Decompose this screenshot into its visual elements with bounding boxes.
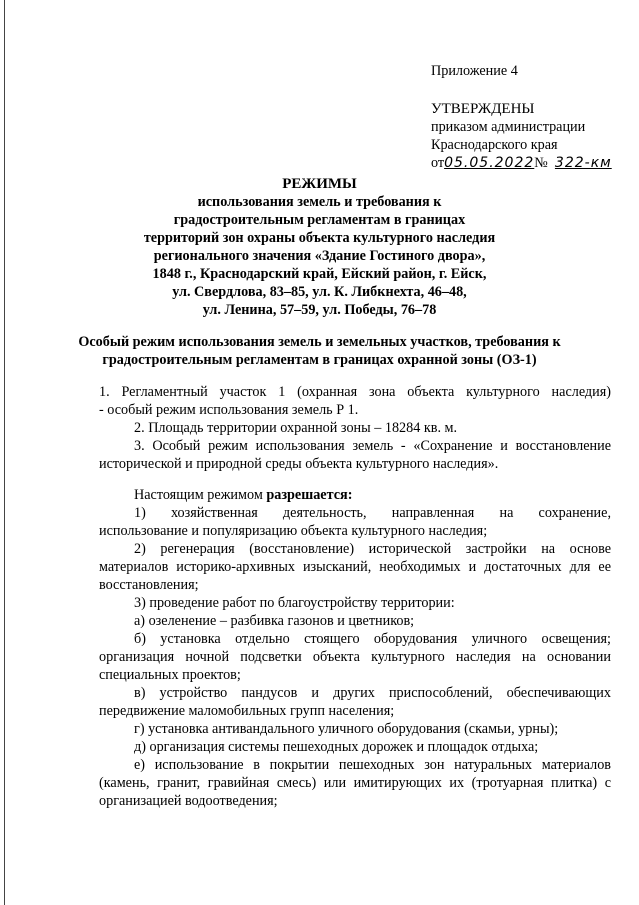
appendix-label: Приложение 4 <box>431 63 518 79</box>
para-2: 2. Площадь территории охранной зоны – 18284 кв. м. <box>134 420 458 436</box>
para-1-line-2: - особый режим использования земель Р 1. <box>99 402 359 418</box>
section-heading-line-1: Особый режим использования земель и земельных участков, требования к <box>78 334 561 350</box>
title-line-4: регионального значения «Здание Гостиного двора», <box>153 248 486 264</box>
title-line-6: ул. Свердлова, 83–85, ул. К. Либкнехта, 46–48, <box>172 284 467 300</box>
para-1-line-1: 1. Регламентный участок 1 (охранная зона объекта культурного наследия) <box>99 384 611 400</box>
number-prefix: № <box>534 155 548 171</box>
handwritten-number: 322-км <box>554 155 612 171</box>
item-1-line-2: использование и популяризацию объекта культурного наследия; <box>99 523 488 539</box>
item-g: г) установка антивандального уличного оборудования (скамьи, урны); <box>134 721 559 737</box>
item-e-line-3: организацией водоотведения; <box>99 793 278 809</box>
item-b-line-1: б) установка отдельно стоящего оборудования уличного освещения; <box>134 631 611 647</box>
handwritten-date: 05.05.2022 <box>444 155 535 171</box>
item-v-line-1: в) устройство пандусов и других приспособлений, обеспечивающих <box>134 685 611 701</box>
scan-edge-line <box>4 0 5 905</box>
allowed-intro-text: Настоящим режимом <box>134 487 263 503</box>
para-3-line-1: 3. Особый режим использования земель - «Сохранение и восстановление <box>134 438 611 454</box>
title-line-5: 1848 г., Краснодарский край, Ейский район, г. Ейск, <box>152 266 487 282</box>
item-e-line-1: е) использование в покрытии пешеходных зон натуральных материалов <box>134 757 611 773</box>
title-line-2: градостроительным регламентам в границах <box>173 212 466 228</box>
item-2-line-2: материалов историко-архивных изысканий, необходимых и достаточных для ее <box>99 559 611 575</box>
allowed-intro <box>134 486 352 505</box>
title-line-3: территорий зон охраны объекта культурного наследия <box>143 230 496 246</box>
item-2-line-3: восстановления; <box>99 577 199 593</box>
approved-label: УТВЕРЖДЕНЫ <box>431 101 535 117</box>
allowed-intro-bold: разрешается: <box>266 487 353 503</box>
item-d: д) организация системы пешеходных дорожек и площадок отдыха; <box>134 739 539 755</box>
para-3-line-2: исторической и природной среды объекта культурного наследия». <box>99 456 499 472</box>
section-heading-line-2: градостроительным регламентам в границах охранной зоны (ОЗ-1) <box>102 352 537 368</box>
item-e-line-2: (камень, гранит, гравийная смесь) или имитирующих их (тротуарная плитка) с <box>99 775 611 791</box>
order-date-line <box>431 154 612 173</box>
item-v-line-2: передвижение маломобильных групп населения; <box>99 703 395 719</box>
item-b-line-3: специальных проектов; <box>99 667 241 683</box>
item-b-line-2: организация ночной подсветки объекта культурного наследия на основании <box>99 649 611 665</box>
date-prefix: от <box>431 155 445 171</box>
title-line-1: использования земель и требования к <box>197 194 442 210</box>
item-1-line-1: 1) хозяйственная деятельность, направленная на сохранение, <box>134 505 611 521</box>
document-title: РЕЖИМЫ <box>282 176 357 192</box>
item-a: а) озеленение – разбивка газонов и цветников; <box>134 613 415 629</box>
item-2-line-1: 2) регенерация (восстановление) исторической застройки на основе <box>134 541 611 557</box>
order-line-2: Краснодарского края <box>431 137 558 153</box>
order-line-1: приказом администрации <box>431 119 586 135</box>
item-3: 3) проведение работ по благоустройству территории: <box>134 595 455 611</box>
title-line-7: ул. Ленина, 57–59, ул. Победы, 76–78 <box>202 302 437 318</box>
